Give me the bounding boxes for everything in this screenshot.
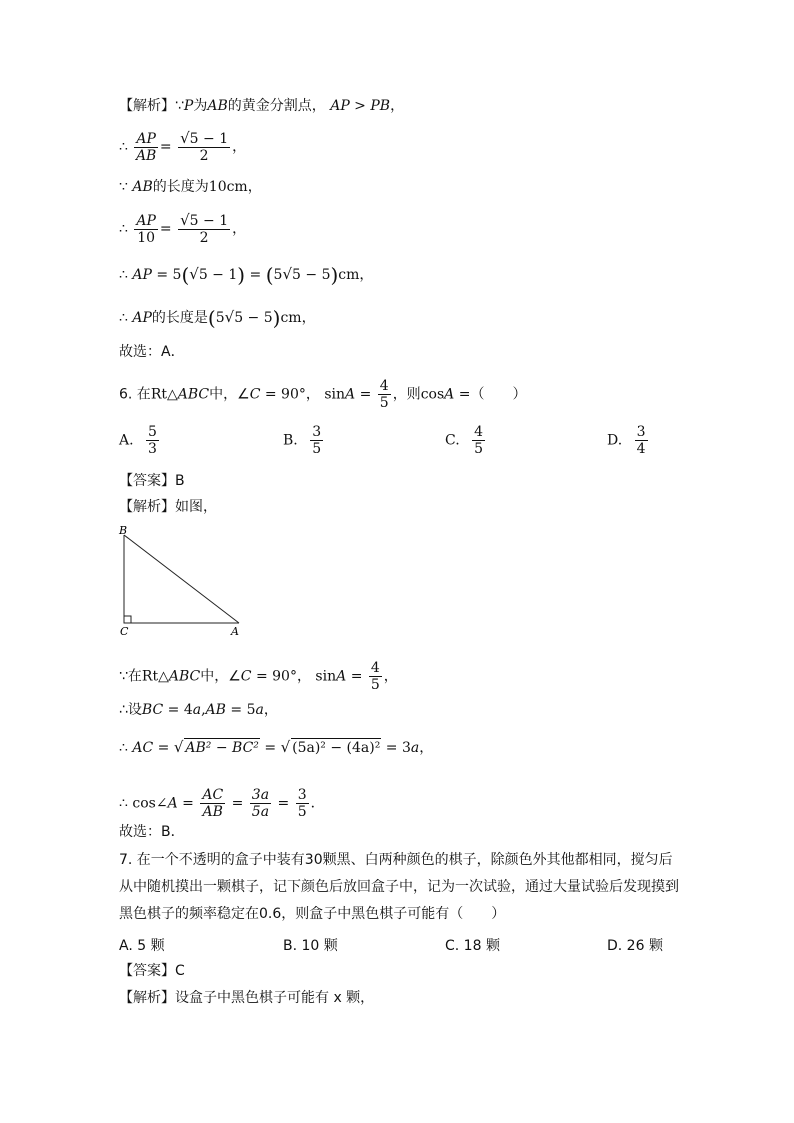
numerator: [178, 212, 230, 230]
unit: cm: [280, 310, 302, 326]
var-a: a: [255, 702, 264, 718]
equals: =: [359, 386, 372, 403]
sqrt-icon: √: [189, 265, 199, 283]
coef: 5: [215, 310, 225, 326]
var-c: C: [249, 386, 261, 403]
q7-stem-line-1: 7. 在一个不透明的盒子中装有30颗黑、白两种颜色的棋子，除颜色外其他都相同，搅匀后: [119, 852, 673, 868]
denominator: 5: [370, 677, 380, 693]
punct: ．: [310, 795, 325, 812]
analysis-line-6: ∴ AP的长度是(5√5 − 5)cm，: [119, 306, 316, 330]
therefore-symbol: ∴: [119, 740, 128, 756]
q7-answer: 【答案】C: [119, 963, 185, 979]
var-c: C: [240, 668, 252, 685]
denominator: 5: [297, 804, 307, 820]
q7-option-d[interactable]: D. 26 颗: [607, 938, 663, 954]
denominator: 3: [148, 441, 157, 457]
fraction-ap-ab: [134, 131, 158, 164]
denominator: 5: [379, 395, 389, 411]
therefore-symbol: ∴: [119, 310, 128, 326]
numerator: 4: [379, 378, 389, 394]
angle-value: = 90°，: [255, 668, 311, 685]
numerator: AP: [136, 212, 156, 229]
expr: = 5: [230, 702, 256, 718]
length-value: 10cm: [208, 179, 248, 195]
var-abc: ABC: [177, 386, 210, 403]
punct: ，: [247, 179, 262, 195]
text: ∴设: [119, 702, 142, 718]
therefore-symbol: ∴: [119, 221, 128, 237]
denominator: 10: [137, 229, 156, 246]
option-fraction: [146, 424, 159, 457]
punct: ，: [232, 139, 247, 155]
q6-step-2: [119, 701, 278, 719]
q7-option-b[interactable]: B. 10 颗: [283, 938, 338, 954]
equals: =: [264, 740, 277, 756]
q6-analysis-lead: 【解析】如图，: [119, 499, 217, 515]
sqrt-icon: √: [282, 265, 293, 283]
rt-triangle: Rt△: [141, 668, 169, 685]
unit: cm: [338, 267, 360, 283]
right-angle-mark: [124, 616, 131, 623]
denominator: 5: [312, 441, 322, 457]
sqrt-icon: √: [280, 738, 291, 756]
angle-value: = 90°，: [264, 386, 320, 403]
therefore-symbol: ∴: [119, 795, 128, 812]
option-label: D.: [607, 432, 623, 449]
denominator: 4: [636, 441, 646, 457]
fraction-3-5: [296, 787, 309, 820]
right-triangle-figure: [112, 522, 252, 640]
therefore-symbol: ∴: [119, 267, 128, 283]
var-ac: AC: [132, 740, 154, 756]
punct: ,: [201, 702, 206, 718]
q6-choose: 故选：B．: [119, 824, 185, 840]
numerator: 3: [297, 787, 307, 803]
numerator: 3: [312, 424, 322, 440]
var-ap: AP: [132, 267, 152, 283]
denominator: 5a: [251, 804, 270, 820]
rt-triangle: Rt△: [150, 386, 178, 403]
equals: =: [182, 795, 194, 812]
q7-analysis: 【解析】设盒子中黑色棋子可能有 x 颗，: [119, 990, 375, 1006]
because-symbol: ∵: [119, 179, 128, 195]
punct: ，: [383, 668, 398, 685]
equals: =: [159, 139, 172, 155]
radicand: AB² − BC²: [185, 740, 259, 756]
q7-stem-line-2: 从中随机摸出一颗棋子，记下颜色后放回盒子中，记为一次试验，通过大量试验后发现摸到: [119, 879, 679, 895]
numerator: 4: [370, 660, 380, 676]
equals: =: [231, 795, 244, 812]
numerator: 3: [636, 424, 646, 440]
analysis-line-5: ∴ AP = 5(√5 − 1) = (5√5 − 5)cm，: [119, 263, 374, 287]
numerator: 4: [474, 424, 484, 440]
sin: sin: [324, 386, 345, 403]
var-ab: AB: [207, 98, 228, 114]
analysis-lead: 【解析】∵: [119, 98, 184, 114]
text: 的长度是: [151, 310, 208, 326]
text: 中，∠: [209, 386, 250, 403]
sqrt-icon: √: [180, 129, 190, 147]
numerator: AP: [136, 130, 156, 147]
radical-expr: 5 − 1: [189, 213, 229, 229]
analysis-line-3: [119, 178, 262, 196]
analysis-line-2: [119, 130, 246, 164]
radicand: (5a)² − (4a)²: [292, 740, 381, 756]
fraction-ac-ab: [200, 787, 225, 820]
equals: =: [159, 221, 172, 237]
denominator: AB: [202, 804, 223, 820]
sqrt-icon: √: [180, 211, 190, 229]
q6-step-4: [119, 787, 325, 820]
text: 6. 在: [119, 386, 151, 403]
fraction-4-5: [378, 378, 391, 411]
fraction-ap-10: [134, 213, 158, 246]
q6-step-1: [119, 660, 398, 693]
numerator: 5: [148, 424, 157, 440]
text: 的黄金分割点，: [227, 98, 326, 114]
var-p: P: [183, 98, 194, 114]
text: ∵在: [119, 668, 142, 685]
var-abc: ABC: [168, 668, 201, 685]
option-fraction: [635, 424, 648, 457]
vertex-label-b: B: [119, 524, 128, 537]
analysis-line-1: [119, 97, 404, 115]
fraction-4-5: [369, 660, 382, 693]
var-a: a: [192, 702, 202, 718]
denominator: 2: [199, 148, 209, 164]
radical-expr: 5 − 1: [189, 131, 229, 147]
expr: 5 − 1: [198, 267, 238, 283]
vertex-label-c: C: [120, 625, 129, 638]
equals: =: [249, 267, 262, 283]
q6-option-d[interactable]: [607, 424, 650, 457]
denominator: 2: [199, 230, 209, 246]
q6-option-a[interactable]: [119, 424, 161, 457]
q6-option-c[interactable]: [445, 424, 487, 457]
option-fraction: [310, 424, 323, 457]
var-a: A: [167, 795, 178, 812]
var-bc: BC: [141, 702, 164, 718]
denominator: 5: [474, 441, 484, 457]
side-ab: [124, 535, 239, 623]
equals: =: [277, 795, 290, 812]
text: 的长度为: [152, 179, 209, 195]
denominator: AB: [135, 147, 157, 164]
sin: sin: [315, 668, 337, 685]
option-label: B.: [283, 432, 298, 449]
var-ap: AP: [132, 310, 152, 326]
expr: = 5: [156, 267, 182, 283]
choose-a: 故选：A．: [119, 344, 185, 360]
sqrt-icon: √: [173, 738, 184, 756]
therefore-symbol: ∴: [119, 139, 128, 155]
var-a: a: [410, 740, 420, 756]
option-label: A.: [119, 432, 134, 449]
punct: ，: [419, 740, 434, 756]
coef: 5: [273, 267, 283, 283]
punct: ，: [359, 267, 374, 283]
condition: AP > PB: [330, 98, 391, 114]
q6-stem: [119, 378, 526, 411]
expr: 5 − 5: [234, 310, 273, 326]
equals: =: [350, 668, 363, 685]
q7-stem-line-3: 黑色棋子的频率稳定在0.6，则盒子中黑色棋子可能有（ ）: [119, 906, 506, 922]
cos: cos: [420, 386, 445, 403]
q7-option-a[interactable]: A. 5 颗: [119, 938, 165, 954]
var-ab: AB: [205, 702, 226, 718]
vertex-label-a: A: [231, 625, 239, 638]
numerator: [178, 130, 230, 148]
q6-answer: 【答案】B: [119, 473, 185, 489]
q6-option-b[interactable]: [283, 424, 325, 457]
expr: = 3: [385, 740, 411, 756]
var-a: A: [345, 386, 356, 403]
fraction-golden: [178, 130, 230, 164]
text: 为: [193, 98, 208, 114]
expr: 5 − 5: [292, 267, 331, 283]
option-fraction: [472, 424, 485, 457]
sqrt-icon: √: [224, 308, 235, 326]
punct: ，: [263, 702, 278, 718]
fraction-3a-5a: [250, 787, 271, 820]
var-a: A: [444, 386, 455, 403]
var-a: A: [336, 668, 347, 685]
punct: ，: [232, 221, 247, 237]
text: ，则: [392, 386, 421, 403]
fraction-golden: [178, 212, 230, 246]
analysis-line-4: [119, 212, 246, 246]
text: =（ ）: [458, 386, 527, 403]
cos: cos∠: [132, 795, 168, 812]
text: 中，∠: [200, 668, 241, 685]
q6-step-3: [119, 738, 433, 757]
q7-option-c[interactable]: C. 18 颗: [445, 938, 500, 954]
punct: ，: [390, 98, 405, 114]
option-label: C.: [445, 432, 460, 449]
equals: =: [157, 740, 170, 756]
expr: = 4: [167, 702, 193, 718]
var-ab: AB: [132, 179, 153, 195]
numerator: AC: [202, 787, 224, 803]
punct: ，: [301, 310, 316, 326]
numerator: 3a: [251, 787, 270, 803]
